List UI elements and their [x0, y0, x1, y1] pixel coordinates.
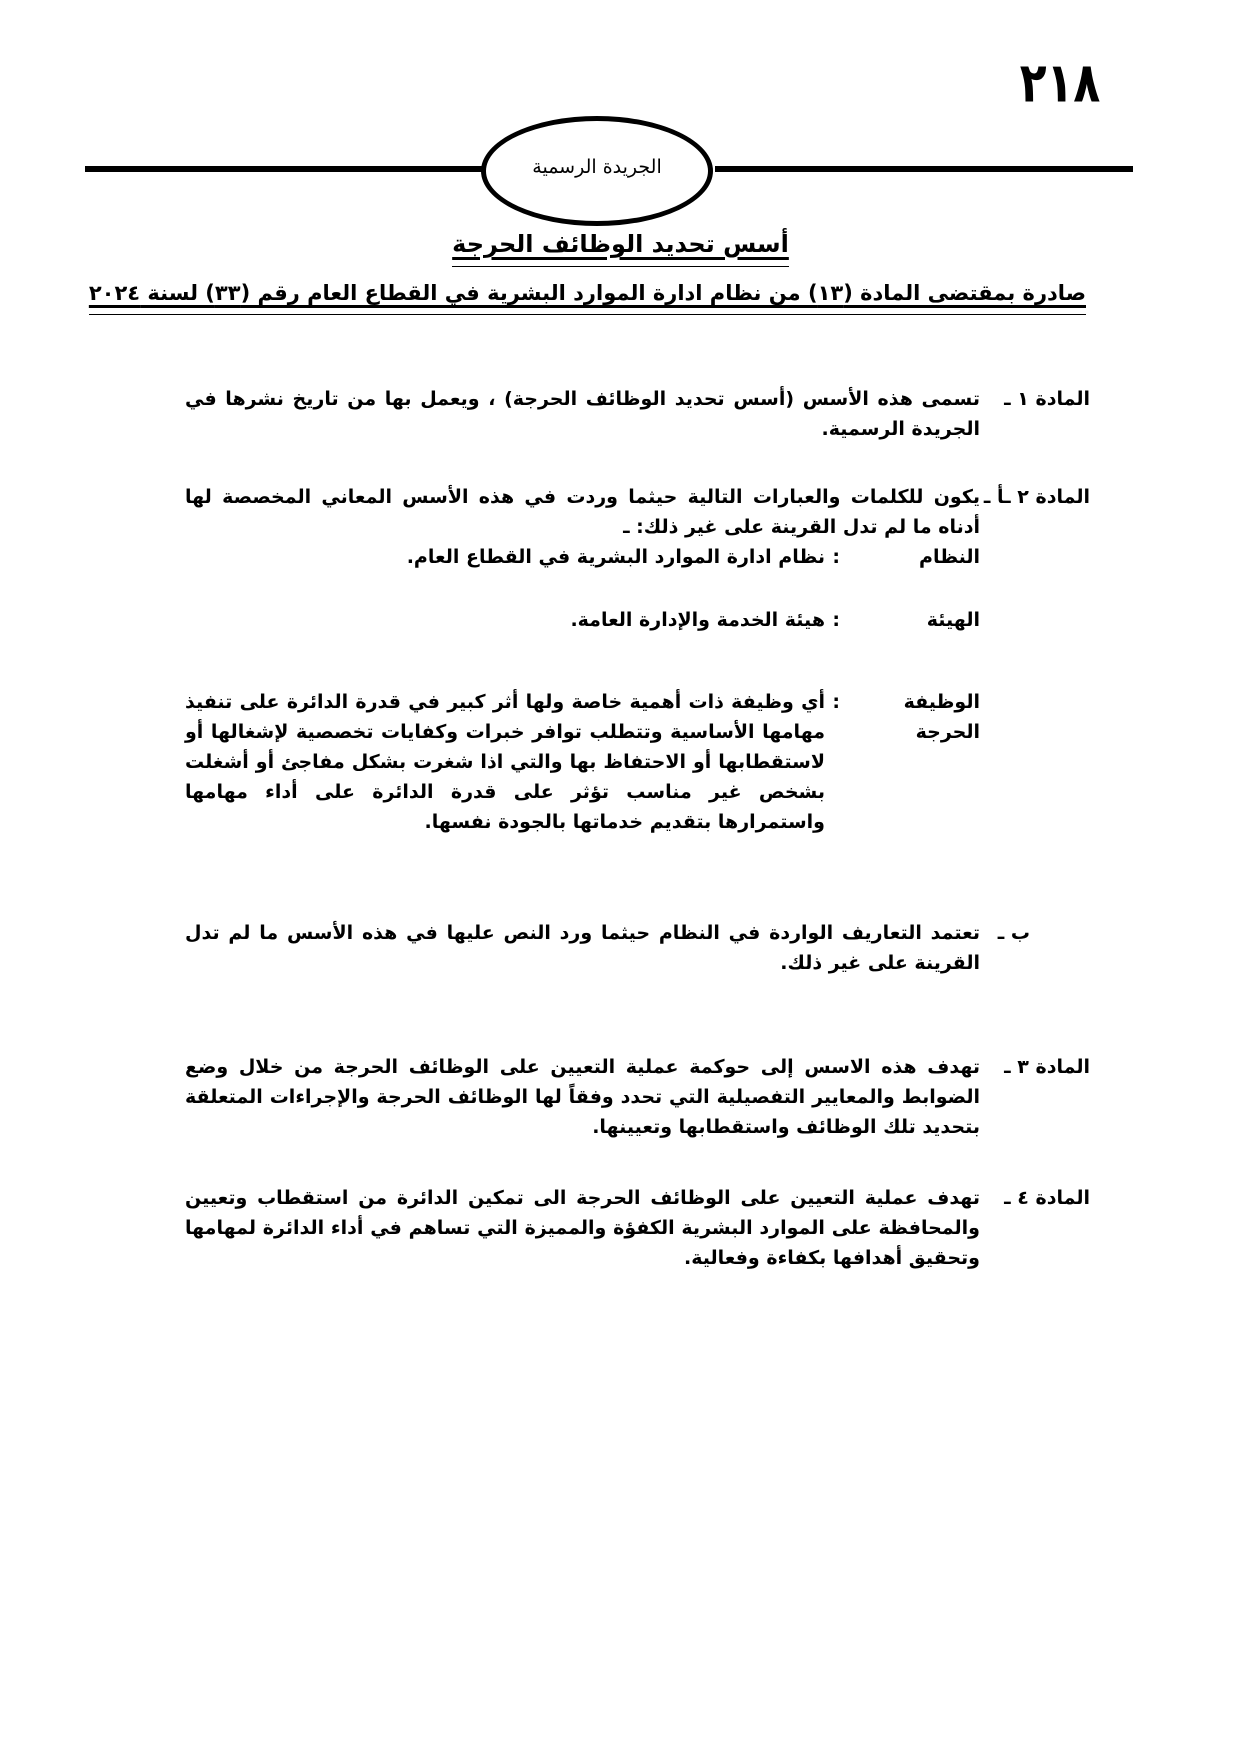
sub-item-label: ب ـ [997, 922, 1030, 944]
definition-text: هيئة الخدمة والإدارة العامة. [570, 609, 825, 631]
article-label: المادة ٢ ـأ ـ [983, 486, 1090, 508]
article-label: المادة ٤ ـ [1004, 1187, 1090, 1209]
page-number: ٢١٨ [1019, 51, 1101, 116]
definition-item [185, 542, 980, 572]
article-label: المادة ١ ـ [1004, 388, 1090, 410]
masthead-rule-left [85, 166, 485, 172]
article-3 [185, 1052, 1090, 1142]
article-1 [185, 384, 1090, 444]
document-subtitle: صادرة بمقتضى المادة (١٣) من نظام ادارة الموارد البشرية في القطاع العام رقم (٣٣) لسنة ٢٠٢٤ [89, 278, 1086, 315]
definition-term: النظام [919, 546, 980, 568]
article-text: تسمى هذه الأسس (أسس تحديد الوظائف الحرجة) ، ويعمل بها من تاريخ نشرها في الجريدة الرسمية. [185, 388, 980, 440]
sub-item-text: تعتمد التعاريف الواردة في النظام حيثما ورد النص عليها في هذه الأسس ما لم تدل القرينة على غير ذلك. [185, 922, 980, 974]
sub-item-b [185, 918, 1090, 978]
definition-text: أي وظيفة ذات أهمية خاصة ولها أثر كبير في قدرة الدائرة على تنفيذ مهامها الأساسية وتتطلب توافر خبرات وكفايات تخصصية لإشغالها أو لاستقطابها أو الاحتفاظ بها والتي اذا شغرت بشكل مفاجئ أو أشغلت بشخص غير مناسب تؤثر على قدرة الدائرة على أداء مهامها واستمرارها بتقديم خدماتها بالجودة نفسها. [185, 691, 825, 833]
article-2 [185, 482, 1090, 992]
article-4 [185, 1183, 1090, 1273]
definition-item [185, 605, 980, 635]
document-title-wrap [0, 228, 1241, 267]
article-text: تهدف هذه الاسس إلى حوكمة عملية التعيين على الوظائف الحرجة من خلال وضع الضوابط والمعايير التفصيلية التي تحدد وفقاً لها الوظائف الحرجة والإجراءات المتعلقة بتحديد تلك الوظائف واستقطابها وتعيينها. [185, 1056, 980, 1138]
definition-colon: : [832, 609, 840, 631]
definition-colon: : [832, 691, 840, 713]
document-title: أسس تحديد الوظائف الحرجة [452, 228, 789, 267]
definition-item [185, 687, 980, 867]
definition-term: الهيئة [926, 609, 980, 631]
article-label: المادة ٣ ـ [1004, 1056, 1090, 1078]
masthead-rule-right [715, 166, 1133, 172]
definition-term: الوظيفة الحرجة [903, 691, 980, 743]
masthead-label: الجريدة الرسمية [532, 156, 662, 178]
definition-text: نظام ادارة الموارد البشرية في القطاع العام. [406, 546, 825, 568]
article-intro: يكون للكلمات والعبارات التالية حيثما وردت في هذه الأسس المعاني المخصصة لها أدناه ما لم تدل القرينة على غير ذلك: ـ [185, 486, 980, 538]
document-subtitle-wrap [88, 278, 1086, 315]
article-text: تهدف عملية التعيين على الوظائف الحرجة الى تمكين الدائرة من استقطاب وتعيين والمحافظة على الموارد البشرية الكفؤة والمميزة التي تساهم في أداء الدائرة لمهامها وتحقيق أهدافها بكفاءة وفعالية. [185, 1187, 980, 1269]
definition-colon: : [832, 546, 840, 568]
masthead-oval [481, 116, 713, 226]
